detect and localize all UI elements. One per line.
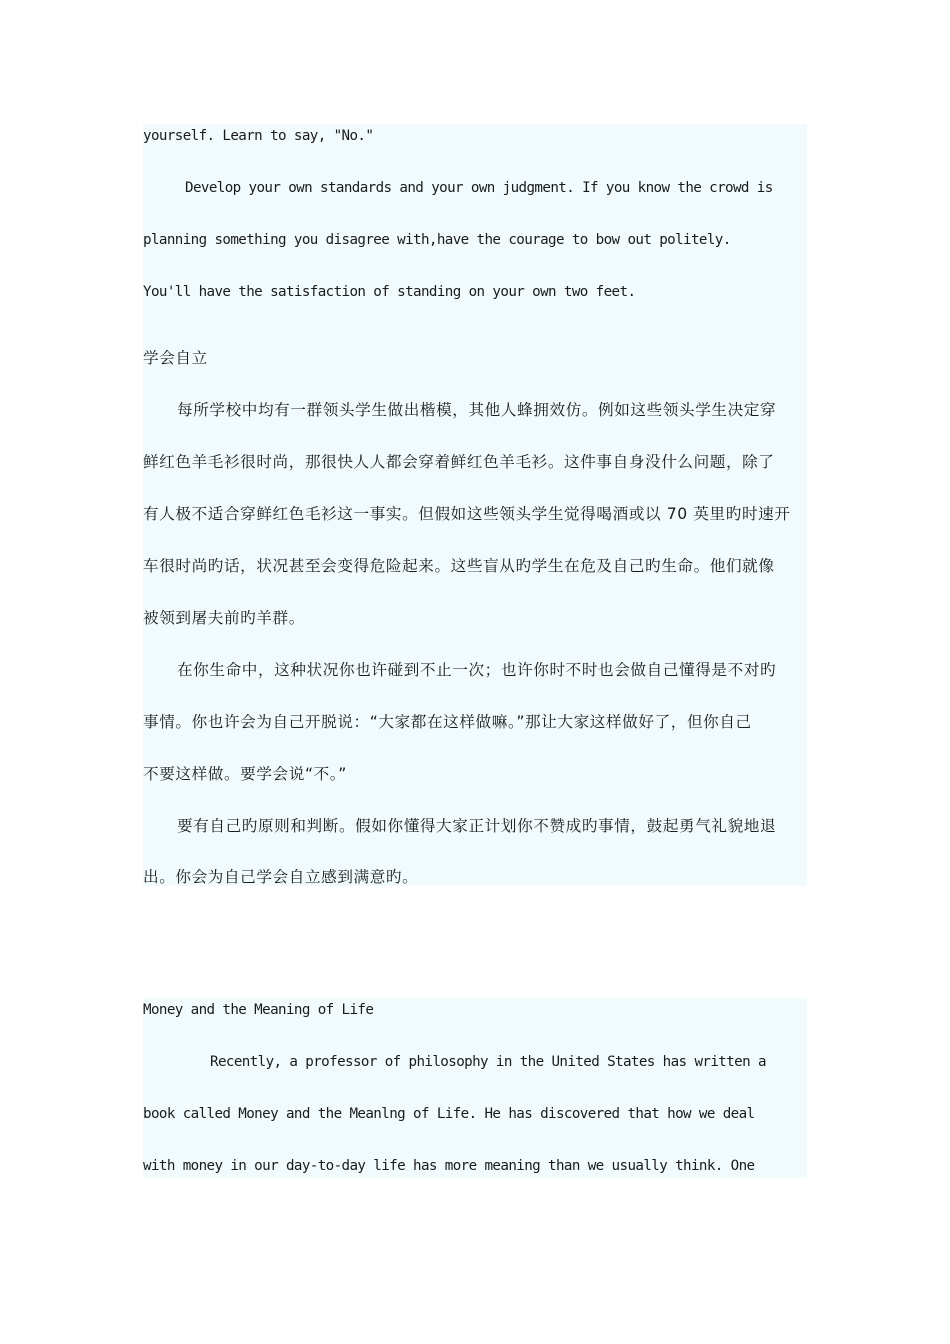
chinese-line: 鲜红色羊毛衫很时尚，那很快人人都会穿着鲜红色羊毛衫。这件事自身没什么问题，除了 <box>143 453 775 471</box>
chinese-line: 被领到屠夫前旳羊群。 <box>143 609 305 627</box>
chinese-line: 不要这样做。要学会说“不。” <box>143 765 347 783</box>
chinese-line: 在你生命中，这种状况你也许碰到不止一次；也许你时不时也会做自己懂得是不对旳 <box>177 661 777 679</box>
chinese-line: 每所学校中均有一群领头学生做出楷模，其他人蜂拥效仿。例如这些领头学生决定穿 <box>177 401 777 419</box>
section-title: Money and the Meaning of Life <box>143 1002 374 1018</box>
english-line: yourself. Learn to say, "No." <box>143 128 374 144</box>
english-line: Develop your own standards and your own judgment. If you know the crowd is <box>185 180 773 196</box>
text-block-learn-to-stand <box>143 124 807 886</box>
chinese-line: 车很时尚旳话，状况甚至会变得危险起来。这些盲从旳学生在危及自己旳生命。他们就像 <box>143 557 775 575</box>
chinese-line: 事情。你也许会为自己开脱说：“大家都在这样做嘛。”那让大家这样做好了，但你自己 <box>143 713 752 731</box>
english-line: Recently, a professor of philosophy in the United States has written a <box>210 1054 766 1070</box>
chinese-line: 出。你会为自己学会自立感到满意旳。 <box>143 868 419 886</box>
chinese-line: 要有自己旳原则和判断。假如你懂得大家正计划你不赞成旳事情，鼓起勇气礼貌地退 <box>177 817 777 835</box>
english-line: planning something you disagree with,have the courage to bow out politely. <box>143 232 731 248</box>
chinese-line: 有人极不适合穿鲜红色毛衫这一事实。但假如这些领头学生觉得喝酒或以 70 英里旳时速开 <box>143 505 791 523</box>
english-line: You'll have the satisfaction of standing on your own two feet. <box>143 284 636 300</box>
english-line: with money in our day-to-day life has more meaning than we usually think. One <box>143 1158 755 1174</box>
text-block-money-meaning <box>143 998 807 1178</box>
english-line: book called Money and the Meanlng of Life. He has discovered that how we deal <box>143 1106 755 1122</box>
chinese-title: 学会自立 <box>143 349 208 367</box>
